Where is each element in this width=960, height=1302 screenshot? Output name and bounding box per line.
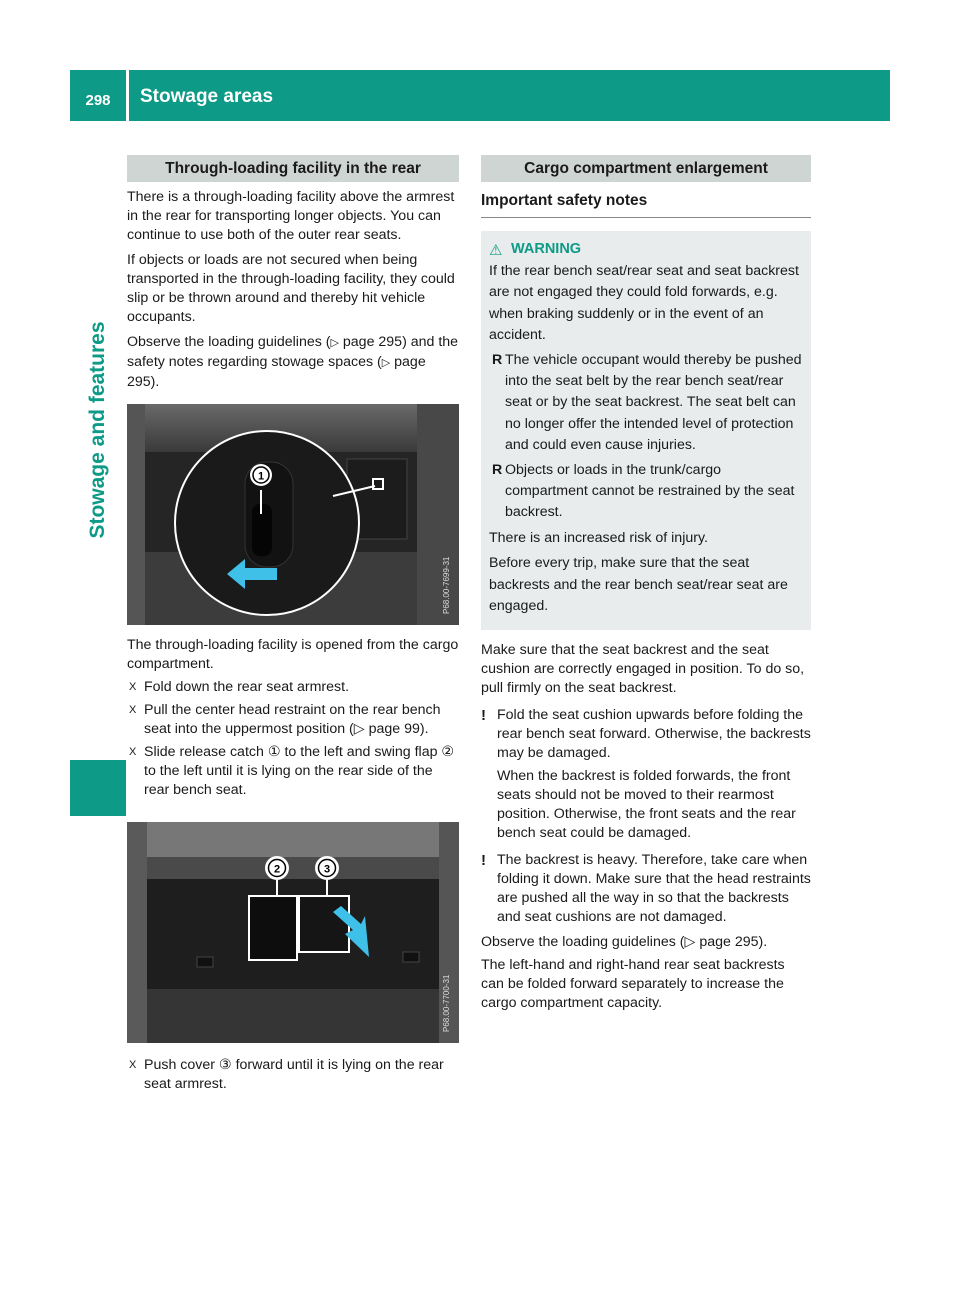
- damage-note: [481, 851, 811, 927]
- figure-cover-flap: [127, 822, 459, 1043]
- note-text: The backrest is heavy. Therefore, take care when folding it down. Make sure that the head restraints are pushed all the way in so that the backrests and seat cushions are not damaged.: [497, 851, 811, 925]
- step-arrow-icon: X: [129, 746, 137, 758]
- chapter-side-label-text: Stowage and features: [86, 321, 109, 539]
- paragraph: Make sure that the seat backrest and the seat cushion are correctly engaged in position. To do so, pull firmly on the seat backrest.: [481, 641, 805, 696]
- page-ref-icon: ▷: [381, 357, 391, 369]
- exclamation-icon: !: [481, 706, 486, 724]
- figure-callout-label: 1: [257, 470, 265, 483]
- figure-cover-flap-illustration: [127, 822, 459, 1043]
- paragraph: Observe the loading guidelines (▷ page 295).: [481, 933, 768, 950]
- warning-paragraph: There is an increased risk of injury.: [489, 529, 708, 546]
- header-divider: [126, 70, 129, 121]
- instruction-step: [127, 743, 459, 800]
- warning-box: [481, 231, 811, 630]
- bullet-icon: R: [492, 351, 503, 368]
- step-arrow-icon: X: [129, 704, 137, 716]
- subheading-safety-notes: Important safety notes: [481, 192, 811, 218]
- bullet-icon: R: [492, 461, 503, 478]
- instruction-step: [127, 1056, 459, 1094]
- bullet-text: Objects or loads in the trunk/cargo compartment cannot be restrained by the seat backrest.: [505, 461, 795, 521]
- figure-release-catch-illustration: [127, 404, 459, 625]
- paragraph-with-refs: [127, 333, 459, 392]
- page-number: 298: [85, 92, 111, 109]
- warning-bullet: [489, 350, 803, 457]
- figure-code: P68.00-7699-31: [442, 556, 451, 614]
- section-heading-cargo-enlargement: Cargo compartment enlargement: [481, 155, 811, 182]
- step-text: Fold down the rear seat armrest.: [144, 679, 350, 695]
- step-text: Pull the center head restraint on the rear bench seat into the uppermost position (▷ page 99).: [144, 702, 441, 737]
- warning-bullet: [489, 460, 803, 524]
- left-column: [127, 155, 459, 1094]
- chapter-side-marker: [70, 760, 126, 816]
- step-arrow-icon: X: [129, 1059, 137, 1071]
- warning-paragraph: If the rear bench seat/rear seat and seat backrest are not engaged they could fold forwards, e.g. when braking suddenly or in the event of an accident.: [489, 263, 799, 344]
- damage-note: [481, 706, 811, 843]
- step-arrow-icon: X: [129, 681, 137, 693]
- figure-code: P68.00-7700-31: [442, 974, 451, 1032]
- bullet-text: The vehicle occupant would thereby be pushed into the seat belt by the rear bench seat/rear seat or by the seat backrest. The seat belt can no longer offer the intended level of protection and could even cause injuries.: [505, 351, 802, 454]
- step-text: Slide release catch ① to the left and swing flap ② to the left until it is lying on the rear side of the rear bench seat.: [144, 744, 455, 798]
- paragraph: There is a through-loading facility above the armrest in the rear for transporting longer objects. You can continue to use both of the outer rear seats.: [127, 189, 455, 243]
- warning-triangle-icon: ⚠: [489, 242, 503, 259]
- figure-callout-label: 3: [323, 863, 331, 876]
- warning-paragraph: Before every trip, make sure that the seat backrests and the rear bench seat/rear seat are engaged.: [489, 555, 788, 615]
- text-run: page 295).: [127, 354, 426, 390]
- note-text: When the backrest is folded forwards, the front seats should not be moved to their rearmost position. Otherwise, the front seats and the rear bench seat could be damaged.: [497, 767, 796, 841]
- figure-release-catch: [127, 404, 459, 625]
- page-ref-icon: ▷: [330, 337, 339, 349]
- right-column: [481, 155, 811, 1013]
- figure-callout-label: 2: [273, 863, 281, 876]
- text-run: Observe the loading guidelines (: [127, 334, 331, 350]
- section-heading-through-loading: Through-loading facility in the rear: [127, 155, 459, 182]
- warning-title: [489, 241, 803, 259]
- text-run: page 295) and the safety notes regarding stowage spaces (: [127, 334, 459, 370]
- page-title: Stowage areas: [140, 86, 274, 107]
- instruction-step: [127, 678, 459, 697]
- step-text: Push cover ③ forward until it is lying on the rear seat armrest.: [144, 1057, 444, 1092]
- note-text: Fold the seat cushion upwards before folding the rear bench seat forward. Otherwise, the backrests may be damaged.: [497, 706, 811, 761]
- instruction-step: [127, 701, 459, 739]
- paragraph: The through-loading facility is opened from the cargo compartment.: [127, 637, 459, 672]
- paragraph: If objects or loads are not secured when being transported in the through-loading facility, they could slip or be thrown around and thereby hit vehicle occupants.: [127, 252, 455, 325]
- warning-title-text: WARNING: [511, 241, 582, 257]
- paragraph: The left-hand and right-hand rear seat backrests can be folded forward separately to increase the cargo compartment capacity.: [481, 956, 785, 1011]
- exclamation-icon: !: [481, 851, 486, 869]
